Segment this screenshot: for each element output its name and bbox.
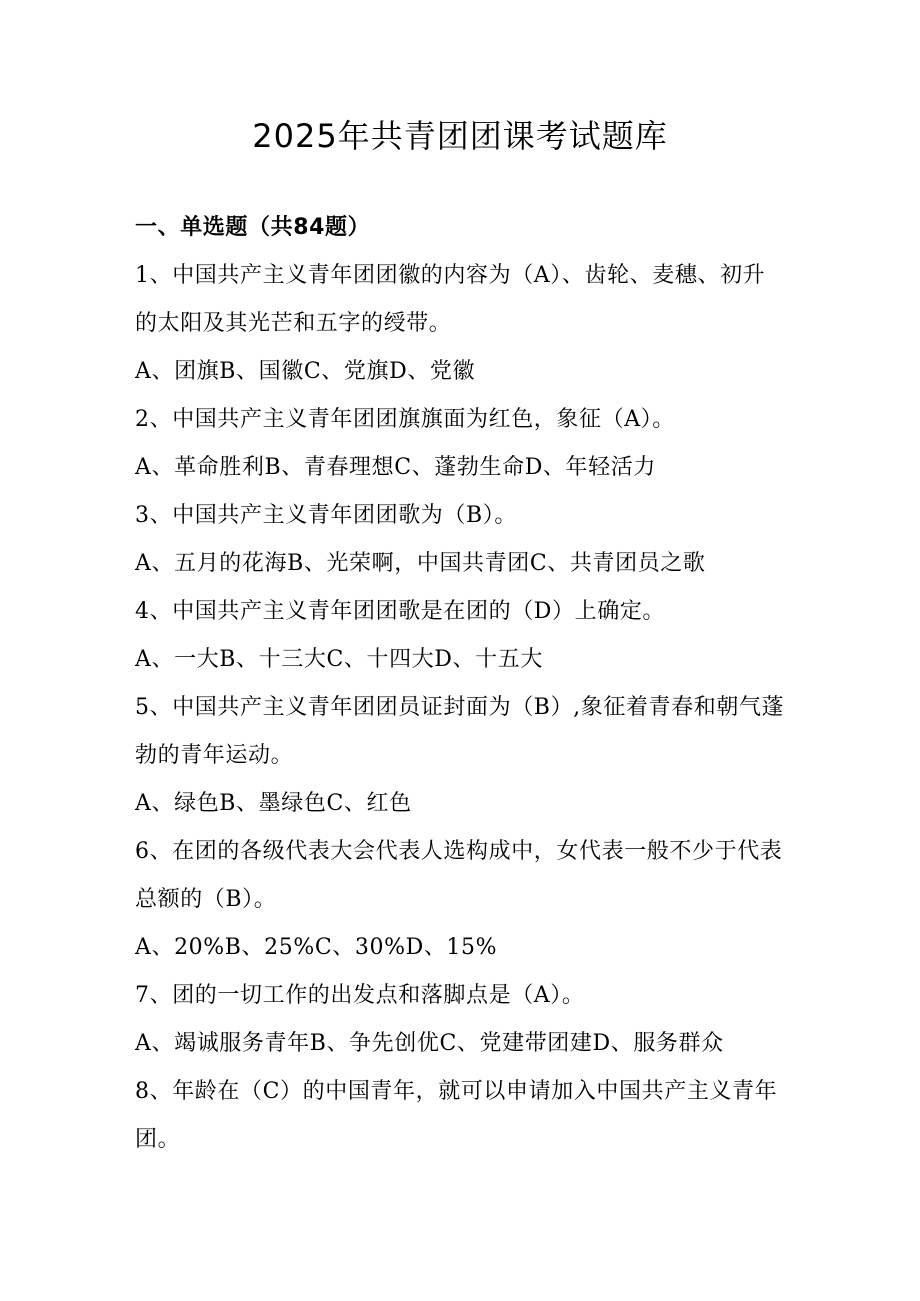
- question-text: 5、中国共产主义青年团团员证封面为（B）,象征着青春和朝气蓬勃的青年运动。: [135, 695, 785, 768]
- question-text: 4、中国共产主义青年团团歌是在团的（D）上确定。: [135, 599, 666, 624]
- question-item-5: [135, 684, 785, 828]
- question-options: A、竭诚服务青年B、争先创优C、党建带团建D、服务群众: [135, 1031, 724, 1056]
- question-item-7: [135, 972, 785, 1068]
- question-text: 6、在团的各级代表大会代表人选构成中，女代表一般不少于代表总额的（B）。: [135, 839, 783, 912]
- question-text: 8、年龄在（C）的中国青年，就可以申请加入中国共产主义青年团。: [135, 1079, 778, 1152]
- question-item-2: [135, 396, 785, 492]
- question-text: 1、中国共产主义青年团团徽的内容为（A）、齿轮、麦穗、初升的太阳及其光芒和五字的绶带。: [135, 263, 766, 336]
- question-options: A、团旗B、国徽C、党旗D、党徽: [135, 359, 476, 384]
- question-item-1: [135, 252, 785, 396]
- question-options: A、革命胜利B、青春理想C、蓬勃生命D、年轻活力: [135, 455, 656, 480]
- question-item-6: [135, 828, 785, 972]
- question-options: A、五月的花海B、光荣啊，中国共青团C、共青团员之歌: [135, 551, 706, 576]
- question-options: A、绿色B、墨绿色C、红色: [135, 791, 412, 816]
- document-body: [135, 204, 785, 1164]
- section-heading: 一、单选题（共84题）: [135, 215, 371, 240]
- question-item-8: [135, 1068, 785, 1164]
- question-options: A、一大B、十三大C、十四大D、十五大: [135, 647, 543, 672]
- question-text: 7、团的一切工作的出发点和落脚点是（A）。: [135, 983, 585, 1008]
- question-options: A、20%B、25%C、30%D、15%: [135, 935, 498, 960]
- document-title: 2025年共青团团课考试题库: [252, 117, 668, 155]
- question-text: 2、中国共产主义青年团团旗旗面为红色，象征（A）。: [135, 407, 675, 432]
- question-item-4: [135, 588, 785, 684]
- question-text: 3、中国共产主义青年团团歌为（B）。: [135, 503, 517, 528]
- question-item-3: [135, 492, 785, 588]
